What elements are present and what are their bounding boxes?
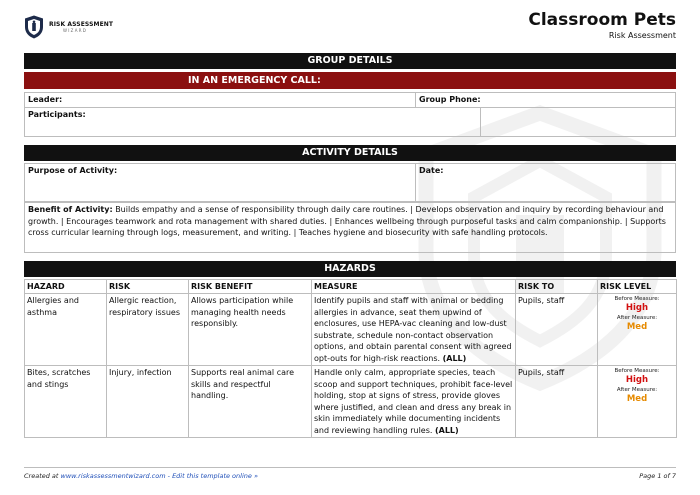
shield-icon xyxy=(24,15,44,39)
risk-level-before: High xyxy=(625,303,649,313)
after-measure-label: After Measure: xyxy=(616,315,658,321)
group-details-heading: GROUP DETAILS xyxy=(24,53,676,69)
footer-site-link[interactable]: www.riskassessmentwizard.com xyxy=(60,472,166,480)
logo-subwordmark: W I Z A R D xyxy=(63,27,86,33)
participants-field[interactable] xyxy=(24,108,481,137)
hazards-table xyxy=(24,279,677,438)
col-risk-benefit: RISK BENEFIT xyxy=(189,280,312,294)
risk-level-before: High xyxy=(625,375,649,385)
purpose-field[interactable] xyxy=(24,163,416,202)
participants-extra-field[interactable] xyxy=(481,108,676,137)
document-subtitle: Risk Assessment xyxy=(608,31,676,40)
group-phone-field[interactable] xyxy=(416,92,676,108)
footer-credit xyxy=(24,472,258,480)
table-row xyxy=(25,294,677,366)
before-measure-label: Before Measure: xyxy=(614,368,660,374)
measure-text: Identify pupils and staff with animal or bedding allergies in advance, seat them upwind of enclosures, use HEPA-vac cleaning and low-dust substrate, schedule non-contact observation options, and obtain parental consent with agreed opt-outs for high-risk reactions. xyxy=(314,296,512,363)
measure-text: Handle only calm, appropriate species, teach scoop and support techniques, prohibit face-level holding, stop at signs of stress, provide gloves where justified, and clean and dress any break in skin immediately while documenting incidents and reviewing handling rules. xyxy=(314,368,513,435)
col-risk: RISK xyxy=(107,280,189,294)
leader-label: Leader: xyxy=(28,95,63,104)
all-tag: (ALL) xyxy=(434,425,459,435)
risk-to-cell: Pupils, staff xyxy=(516,366,598,438)
benefit-text: Builds empathy and a sense of responsibility through daily care routines. | Develops observation and inquiry by recording behaviour and growth. | Encourages teamwork and rota management with shared duties. | Enhances wellbeing through purposeful tasks and calm companionship. | Supports cross curricular learning through logs, measurement, and writing. | Teaches hygiene and biosecurity with safe handling protocols. xyxy=(28,205,666,237)
hazards-header-row xyxy=(25,280,677,294)
emergency-call-label: IN AN EMERGENCY CALL: xyxy=(188,75,321,86)
risk-cell: Injury, infection xyxy=(107,366,189,438)
risk-level-cell xyxy=(598,366,677,438)
purpose-label: Purpose of Activity: xyxy=(28,166,118,175)
risk-level-cell xyxy=(598,294,677,366)
all-tag: (ALL) xyxy=(442,353,467,363)
hazard-cell: Allergies and asthma xyxy=(25,294,107,366)
emergency-call-bar xyxy=(24,72,676,89)
risk-level-after: Med xyxy=(626,394,648,404)
col-risk-to: RISK TO xyxy=(516,280,598,294)
footer-edit-link[interactable]: - Edit this template online » xyxy=(167,472,258,480)
col-measure: MEASURE xyxy=(312,280,516,294)
risk-to-cell: Pupils, staff xyxy=(516,294,598,366)
group-phone-label: Group Phone: xyxy=(419,95,481,104)
col-risk-level: RISK LEVEL xyxy=(598,280,677,294)
logo-wordmark: RISK ASSESSMENT xyxy=(49,20,114,28)
document-title: Classroom Pets xyxy=(528,10,676,30)
participants-label: Participants: xyxy=(28,110,86,119)
hazards-heading: HAZARDS xyxy=(24,261,676,277)
hazard-cell: Bites, scratches and stings xyxy=(25,366,107,438)
footer-divider xyxy=(24,467,676,468)
risk-cell: Allergic reaction, respiratory issues xyxy=(107,294,189,366)
activity-details-heading: ACTIVITY DETAILS xyxy=(24,145,676,161)
before-measure-label: Before Measure: xyxy=(614,296,660,302)
page-number: Page 1 of 7 xyxy=(639,472,676,480)
measure-cell xyxy=(312,366,516,438)
risk-benefit-cell: Supports real animal care skills and respectful handling. xyxy=(189,366,312,438)
risk-level-after: Med xyxy=(626,322,648,332)
after-measure-label: After Measure: xyxy=(616,387,658,393)
benefit-label: Benefit of Activity: xyxy=(28,205,113,214)
date-field[interactable] xyxy=(416,163,676,202)
measure-cell xyxy=(312,294,516,366)
date-label: Date: xyxy=(419,166,444,175)
col-hazard: HAZARD xyxy=(25,280,107,294)
brand-logo[interactable] xyxy=(24,15,113,39)
table-row xyxy=(25,366,677,438)
footer-created-prefix: Created at xyxy=(24,472,59,480)
risk-benefit-cell: Allows participation while managing health needs responsibly. xyxy=(189,294,312,366)
page-header xyxy=(24,10,676,48)
benefit-of-activity xyxy=(24,202,676,253)
leader-field[interactable] xyxy=(24,92,416,108)
